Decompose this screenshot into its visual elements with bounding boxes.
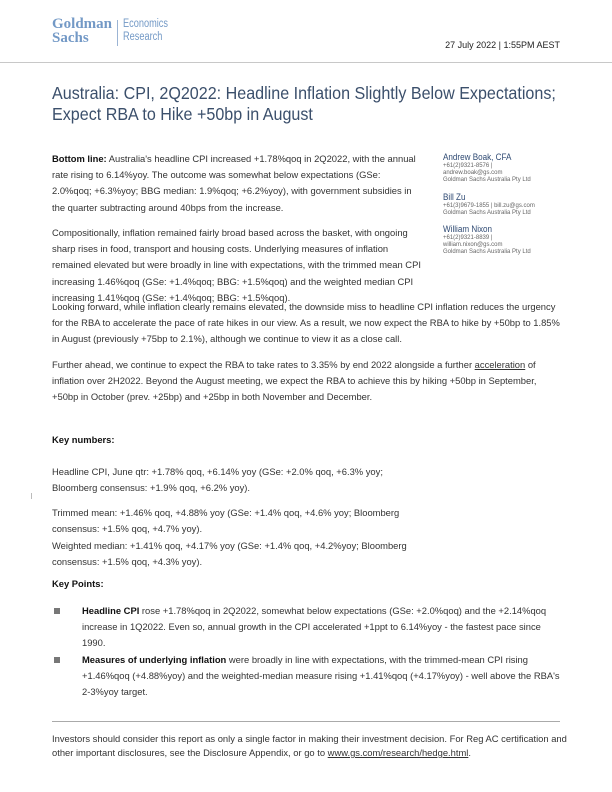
author-phone: +61(2)9321-8576 | [443,163,493,169]
bullet-text: rose +1.78%qoq in 2Q2022, somewhat below expectations (GSe: +2.0%qoq) and the +2.14%qoq increase in 1Q2022. Even so, annual growth in the CPI accelerated +1ppt to 6.14%yoy - the fastest pace since 1990. [82,605,547,649]
key-points-heading [52,576,104,592]
title-line: Expect RBA to Hike +50bp in August [52,104,313,124]
footer-text: Investors should consider this report as only a single factor in making their investment decision. For Reg AC certification and other important disclosures, see the Disclosure Appendix, or go to [52,733,567,758]
bullet-item [52,652,562,701]
bullet-item [52,603,562,652]
disclosure-footer [52,732,572,760]
author-company: Goldman Sachs Australia Pty Ltd [443,249,531,255]
key-number-headline: Headline CPI, June qtr: +1.78% qoq, +6.14% yoy (GSe: +2.0% qoq, +6.3% yoy; Bloomberg consensus: +1.9% qoq, +6.2% yoy). [52,466,383,494]
square-bullet-icon [54,657,60,663]
logo-line: Sachs [52,30,89,46]
author-card [443,224,531,256]
footer-text: . [468,747,471,758]
key-number-trimmed-mean: Trimmed mean: +1.46% qoq, +4.88% yoy (GSe: +1.4% qoq, +4.6% yoy; Bloomberg consensus: +1.5% qoq, +4.7% yoy). [52,507,400,535]
paragraph-text: Further ahead, we continue to expect the RBA to take rates to 3.35% by end 2022 alongside a further [52,359,475,370]
composition-paragraph: Compositionally, inflation remained fairly broad based across the basket, with ongoing sharp rises in food, transport and housing costs. Underlying measures of inflation remained elevated but were broadly in line with expectations, with the trimmed mean CPI increasing 1.46%qoq (GSe: +1.4%qoq; BBG: +1.5%qoq) and the weighted median CPI increasing 1.41%qoq (GSe: +1.4%qoq; BBG: +1.5%qoq). [52,227,421,303]
key-number-weighted-median: Weighted median: +1.41% qoq, +4.17% yoy (GSe: +1.4% qoq, +4.2%yoy; Bloomberg consensus: +1.5% qoq, +4.3% yoy). [52,540,407,568]
logo-divider [117,20,118,46]
division-line: Research [123,31,163,43]
heading-text: Key numbers: [52,434,115,445]
paragraph-text: of inflation over 2H2022. Beyond the August meeting, we expect the RBA to achieve this by hiking +50bp in September, +50bp in October (prev. +25bp) and +25bp in both November and December. [52,359,537,403]
square-bullet-icon [54,608,60,614]
author-card [443,192,535,217]
acceleration-link[interactable]: acceleration [474,359,526,370]
bullet-bold: Measures of underlying inflation [82,654,227,665]
margin-mark [31,493,32,499]
author-card [443,152,531,184]
author-email[interactable]: william.nixon@gs.com [443,242,503,248]
bottom-line-paragraph [52,151,422,216]
footer-divider [52,721,560,722]
paragraph-text: Australia's headline CPI increased +1.78%qoq in 2Q2022, with the annual rate rising to 6.14%yoy. The outcome was somewhat below expectations (GSe: 2.0%qoq; +6.3%yoy; BBG median: 1.9%qoq; +6.2%yoy), with government subsidies in the quarter subtracting around 40bps from the increase. [52,153,416,213]
bottom-line-label: Bottom line: [52,153,107,164]
report-date: 27 July 2022 | 1:55PM AEST [445,40,560,50]
title-line: Australia: CPI, 2Q2022: Headline Inflation Slightly Below Expectations; [52,83,556,103]
division-name [123,18,168,44]
report-title [52,83,556,125]
author-contact[interactable]: +61(3)9679-1855 | bill.zu@gs.com [443,203,535,209]
disclosure-link[interactable]: www.gs.com/research/hedge.html [327,747,469,758]
goldman-sachs-logo [52,17,112,45]
heading-text: Key Points: [52,578,104,589]
author-name[interactable]: Bill Zu [443,192,466,202]
key-numbers-heading [52,432,115,448]
bullet-text: were broadly in line with expectations, with the trimmed-mean CPI rising +1.46%qoq (+4.88%yoy) and the weighted-median measure rising +1.41%qoq (+4.17%yoy) - well above the RBA's 2-3%yoy target. [82,654,560,698]
author-name[interactable]: William Nixon [443,224,493,234]
bullet-bold: Headline CPI [82,605,140,616]
logo-line: Goldman [52,16,113,32]
outlook-paragraph: Looking forward, while inflation clearly remains elevated, the downside miss to headline CPI inflation reduces the urgency for the RBA to accelerate the pace of rate hikes in our view. As a result, we now expect the RBA to hike by +50bp to 1.85% in August (previously +75bp to 2.1%), although we continue to view it as a close call. [52,301,560,345]
division-line: Economics [123,18,168,30]
author-name[interactable]: Andrew Boak, CFA [443,152,512,162]
further-ahead-paragraph [52,357,560,406]
author-company: Goldman Sachs Australia Pty Ltd [443,210,531,216]
author-company: Goldman Sachs Australia Pty Ltd [443,177,531,183]
author-phone: +61(2)9321-8839 | [443,235,493,241]
author-email[interactable]: andrew.boak@gs.com [443,170,503,176]
header-divider [0,62,612,63]
